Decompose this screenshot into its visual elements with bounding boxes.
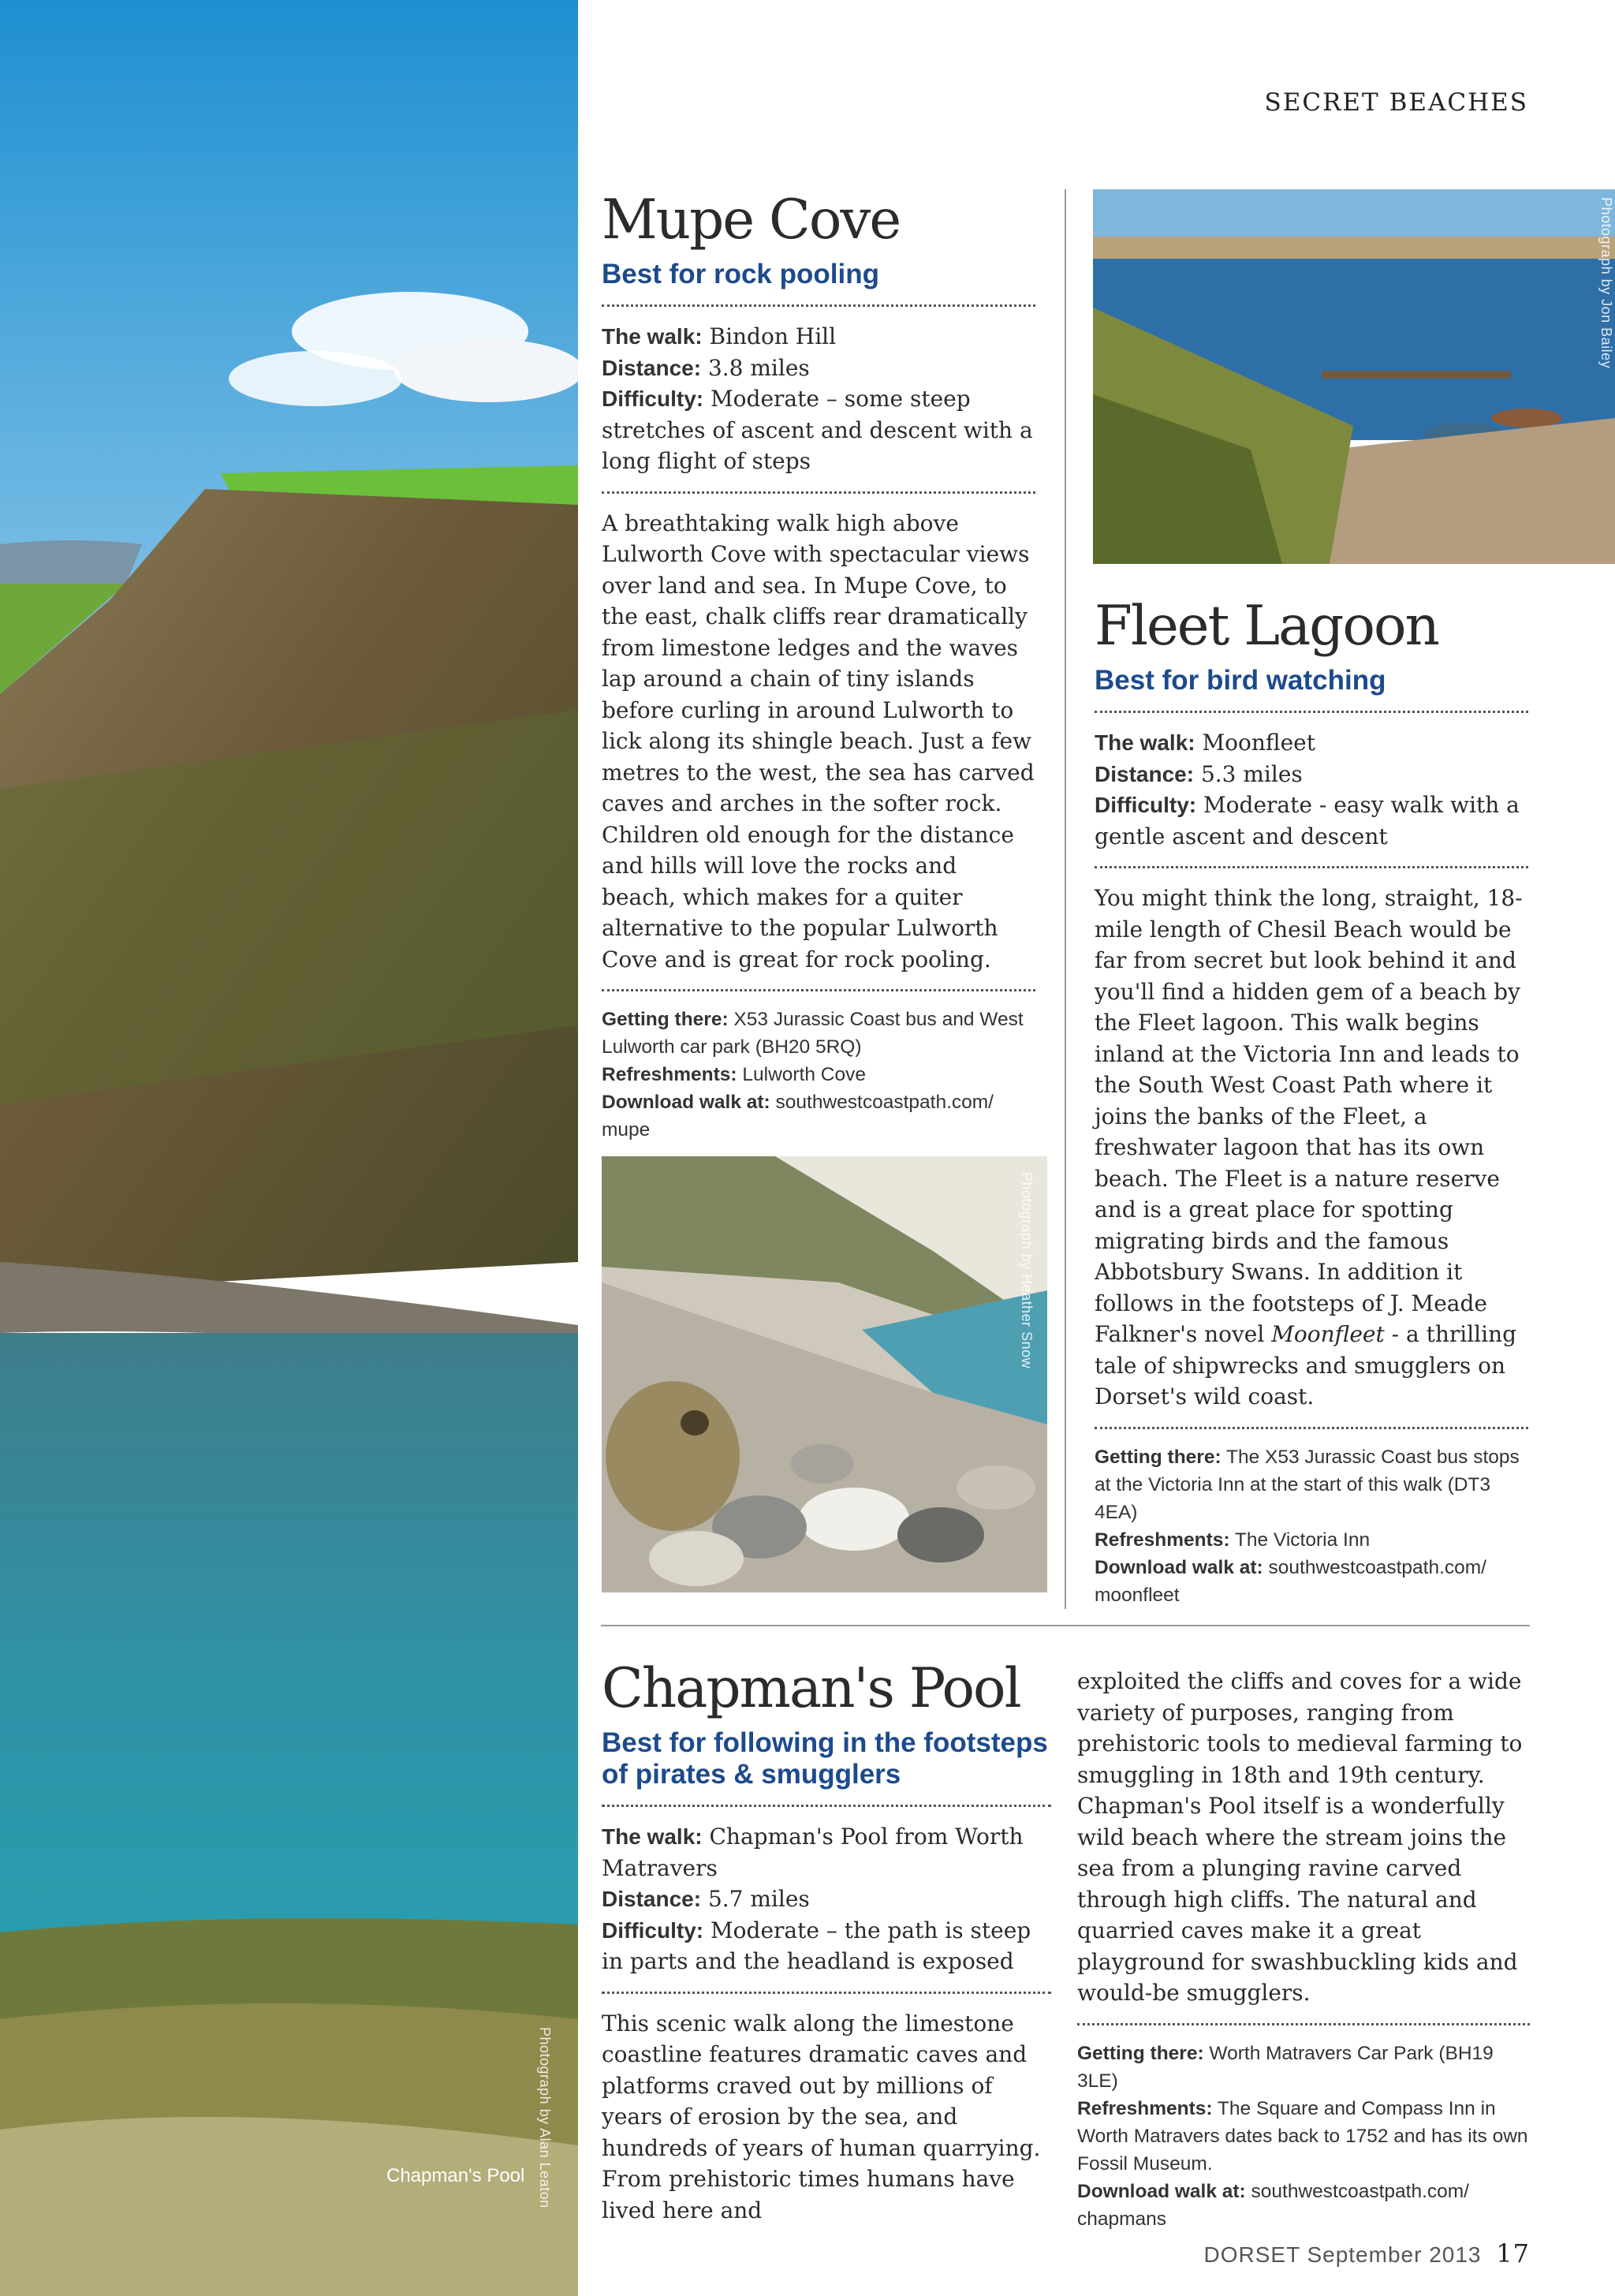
difficulty-value: Moderate - easy walk with a gentle ascent and descent xyxy=(1095,792,1520,849)
page-number: 17 xyxy=(1496,2238,1530,2268)
novel-title: Moonfleet xyxy=(1271,1321,1385,1347)
chapmans-pool-photo xyxy=(0,0,578,2296)
mupe-body: A breathtaking walk high above Lulworth Cove with spectacular views over land and sea. In Mupe Cove, to the east, chalk cliffs rear dramatically from limestone ledges and the waves lap around a chain of tiny islands before curling in around Lulworth to lick along its shingle beach. Just a few metres to the west, the sea has carved caves and arches in the softer rock. Children old enough for the distance and hills will love the rocks and beach, which makes for a quiter alternative to the popular Lulworth Cove and is great for rock pooling. xyxy=(602,510,1035,973)
refreshments-value: The Square and Compass Inn in Worth Matravers dates back to 1752 and has its own Fossil Museum. xyxy=(1077,2097,1528,2175)
issue-date: September 2013 xyxy=(1307,2242,1482,2267)
column-rule xyxy=(1065,189,1066,1609)
chapman-title: Chapman's Pool xyxy=(602,1657,1020,1720)
divider xyxy=(602,491,1035,494)
chapmans-pool-article-continued xyxy=(1077,1666,1530,2233)
download-label: Download walk at: xyxy=(1095,1556,1263,1578)
fleet-lagoon-photo xyxy=(1093,189,1615,564)
walk-value: Chapman's Pool from Worth Matravers xyxy=(602,1824,1024,1881)
mupe-pebbles-photo xyxy=(602,1156,1047,1592)
mupe-cove-article xyxy=(602,189,1035,1144)
page-footer xyxy=(1204,2238,1531,2268)
divider xyxy=(602,304,1035,307)
download-link[interactable]: southwestcoastpath.com/ mupe xyxy=(602,1092,994,1141)
fleet-body xyxy=(1095,883,1528,1413)
divider xyxy=(602,1992,1051,1994)
section-title: SECRET BEACHES xyxy=(1264,88,1528,117)
refreshments-label: Refreshments: xyxy=(1095,1529,1230,1551)
left-photo-caption: Chapman's Pool xyxy=(386,2165,525,2186)
divider xyxy=(602,1805,1051,1807)
chapman-body-part-2: exploited the cliffs and coves for a wide variety of purposes, ranging from prehistoric tools to medieval farming to smuggling in 18th and 19th century. Chapman's Pool itself is a wonderfully wild beach where the stream joins the sea from a plunging ravine carved through high cliffs. The natural and quarried caves make it a great playground for swashbuckling kids and would-be smugglers. xyxy=(1077,1668,1523,2006)
getting-there-value: X53 Jurassic Coast bus and West Lulworth car park (BH20 5RQ) xyxy=(602,1009,1024,1058)
getting-there-label: Getting there: xyxy=(1077,2042,1204,2064)
left-photo-credit: Photograph by Alan Leaton xyxy=(537,2027,553,2208)
distance-label: Distance: xyxy=(1095,761,1195,786)
divider xyxy=(1077,2023,1530,2025)
section-rule xyxy=(601,1625,1530,1626)
chapman-body-part-1: This scenic walk along the limestone coastline features dramatic caves and platforms craved out by millions of years of erosion by the sea, and hundreds of years of human quarrying. From prehistoric times humans have lived here and xyxy=(602,2010,1041,2223)
download-label: Download walk at: xyxy=(1077,2180,1246,2202)
fleet-body-part: You might think the long, straight, 18-mile length of Chesil Beach would be far from secret but look behind it and you'll find a hidden gem of a beach by the Fleet lagoon. This walk begins inland at the Victoria Inn and leads to the South West Coast Path where it joins the banks of the Fleet, a freshwater lagoon that has its own beach. The Fleet is a nature reserve and is a great place for spotting migrating birds and the famous Abbotsbury Swans. In addition it follows in the footsteps of J. Meade Falkner's novel xyxy=(1095,885,1523,1347)
chapman-subtitle: Best for following in the footsteps of pirates & smugglers xyxy=(602,1727,1048,1790)
download-link[interactable]: southwestcoastpath.com/ moonfleet xyxy=(1095,1556,1486,1606)
getting-there-label: Getting there: xyxy=(1095,1446,1222,1468)
mupe-photo-credit: Photograph by Heather Snow xyxy=(1019,1172,1035,1369)
mupe-facts xyxy=(602,321,1035,477)
distance-label: Distance: xyxy=(602,355,702,380)
mupe-title: Mupe Cove xyxy=(602,189,901,252)
divider xyxy=(1095,711,1528,713)
chapman-info xyxy=(1077,2040,1530,2233)
distance-label: Distance: xyxy=(602,1887,702,1911)
download-link[interactable]: southwestcoastpath.com/ chapmans xyxy=(1077,2180,1469,2230)
walk-value: Bindon Hill xyxy=(702,323,837,349)
refreshments-value: The Victoria Inn xyxy=(1229,1529,1371,1551)
walk-value: Moonfleet xyxy=(1195,730,1315,756)
walk-label: The walk: xyxy=(602,1824,703,1849)
walk-label: The walk: xyxy=(602,324,703,349)
difficulty-label: Difficulty: xyxy=(602,1917,704,1943)
distance-value: 5.3 miles xyxy=(1194,760,1303,787)
walk-label: The walk: xyxy=(1095,730,1195,755)
fleet-title: Fleet Lagoon xyxy=(1095,595,1438,658)
fleet-photo-credit: Photograph by Jon Bailey xyxy=(1598,197,1614,369)
divider xyxy=(1095,866,1528,868)
chapmans-pool-article xyxy=(602,1657,1051,2226)
distance-value: 5.7 miles xyxy=(701,1886,810,1912)
chapman-facts xyxy=(602,1821,1051,1977)
fleet-facts xyxy=(1095,727,1528,852)
difficulty-value: Moderate – the path is steep in parts and the headland is exposed xyxy=(602,1917,1031,1974)
refreshments-value: Lulworth Cove xyxy=(737,1064,866,1085)
fleet-subtitle: Best for bird watching xyxy=(1095,665,1386,696)
fleet-body-part: - a thrilling tale of shipwrecks and smugglers on Dorset's wild coast. xyxy=(1095,1321,1517,1409)
download-label: Download walk at: xyxy=(602,1092,770,1113)
mupe-info xyxy=(602,1006,1035,1144)
magazine-name: DORSET xyxy=(1203,2242,1300,2267)
divider xyxy=(1095,1427,1528,1429)
getting-there-value: The X53 Jurassic Coast bus stops at the Victoria Inn at the start of this walk (DT3 4EA) xyxy=(1095,1446,1520,1523)
mupe-subtitle: Best for rock pooling xyxy=(602,259,879,289)
difficulty-label: Difficulty: xyxy=(1095,793,1197,817)
distance-value: 3.8 miles xyxy=(701,354,810,381)
difficulty-value: Moderate – some steep stretches of ascent and descent with a long flight of steps xyxy=(602,386,1033,474)
divider xyxy=(602,989,1035,991)
refreshments-label: Refreshments: xyxy=(1077,2097,1213,2119)
getting-there-value: Worth Matravers Car Park (BH19 3LE) xyxy=(1077,2042,1494,2092)
difficulty-label: Difficulty: xyxy=(602,386,704,411)
fleet-info xyxy=(1095,1443,1528,1609)
getting-there-label: Getting there: xyxy=(602,1009,729,1030)
fleet-lagoon-article xyxy=(1095,595,1528,1609)
refreshments-label: Refreshments: xyxy=(602,1064,737,1085)
